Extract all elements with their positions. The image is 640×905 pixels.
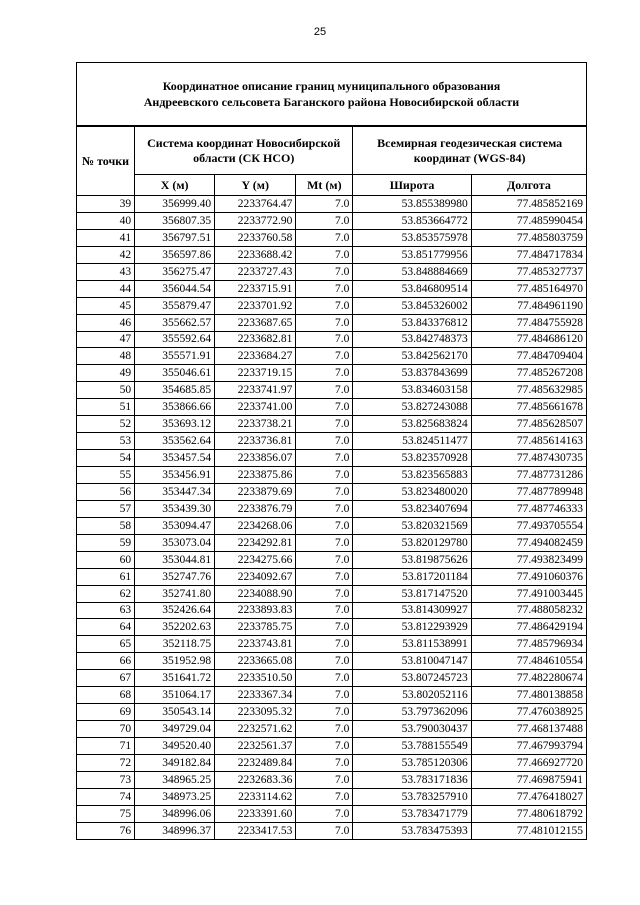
document-title: [76, 62, 587, 126]
cell-longitude: 77.485614163: [471, 433, 586, 450]
cell-x: 355592.64: [135, 331, 215, 348]
cell-x: 353447.34: [135, 483, 215, 500]
cell-latitude: 53.790030437: [353, 721, 471, 738]
cell-y: 2234088.90: [215, 585, 296, 602]
cell-mt: 7.0: [296, 212, 353, 229]
cell-point-number: 68: [77, 687, 135, 704]
cell-longitude: 77.468137488: [471, 721, 586, 738]
cell-x: 352426.64: [135, 602, 215, 619]
cell-y: 2234092.67: [215, 568, 296, 585]
cell-mt: 7.0: [296, 297, 353, 314]
cell-y: 2233367.34: [215, 687, 296, 704]
cell-longitude: 77.481012155: [471, 822, 586, 839]
cell-longitude: 77.487746333: [471, 500, 586, 517]
cell-x: 356999.40: [135, 196, 215, 213]
table-row: [77, 805, 587, 822]
cell-y: 2233760.58: [215, 229, 296, 246]
cell-x: 349729.04: [135, 721, 215, 738]
cell-x: 356797.51: [135, 229, 215, 246]
cell-latitude: 53.788155549: [353, 738, 471, 755]
cell-latitude: 53.843376812: [353, 314, 471, 331]
table-row: [77, 365, 587, 382]
cell-latitude: 53.824511477: [353, 433, 471, 450]
table-row: [77, 297, 587, 314]
cell-longitude: 77.485852169: [471, 196, 586, 213]
cell-longitude: 77.482280674: [471, 670, 586, 687]
table-row: [77, 483, 587, 500]
cell-x: 351952.98: [135, 653, 215, 670]
cell-x: 353439.30: [135, 500, 215, 517]
cell-latitude: 53.823480020: [353, 483, 471, 500]
table-body: [77, 196, 587, 840]
cell-x: 351064.17: [135, 687, 215, 704]
cell-latitude: 53.817201184: [353, 568, 471, 585]
table-row: [77, 314, 587, 331]
cell-y: 2233772.90: [215, 212, 296, 229]
cell-mt: 7.0: [296, 280, 353, 297]
cell-point-number: 49: [77, 365, 135, 382]
cell-longitude: 77.476038925: [471, 704, 586, 721]
cell-y: 2233764.47: [215, 196, 296, 213]
cell-point-number: 66: [77, 653, 135, 670]
cell-mt: 7.0: [296, 704, 353, 721]
cell-x: 352118.75: [135, 636, 215, 653]
cell-x: 353457.54: [135, 450, 215, 467]
cell-point-number: 64: [77, 619, 135, 636]
cell-x: 349182.84: [135, 754, 215, 771]
cell-x: 353094.47: [135, 517, 215, 534]
table-row: [77, 450, 587, 467]
cell-y: 2233682.81: [215, 331, 296, 348]
cell-longitude: 77.487731286: [471, 467, 586, 484]
cell-longitude: 77.486429194: [471, 619, 586, 636]
table-row: [77, 280, 587, 297]
cell-longitude: 77.476418027: [471, 788, 586, 805]
cell-point-number: 44: [77, 280, 135, 297]
cell-mt: 7.0: [296, 399, 353, 416]
cell-x: 356597.86: [135, 246, 215, 263]
table-row: [77, 568, 587, 585]
cell-x: 355046.61: [135, 365, 215, 382]
cell-mt: 7.0: [296, 450, 353, 467]
table-row: [77, 788, 587, 805]
cell-y: 2233687.65: [215, 314, 296, 331]
header-latitude: Широта: [353, 175, 471, 196]
cell-y: 2234292.81: [215, 534, 296, 551]
cell-x: 349520.40: [135, 738, 215, 755]
cell-x: 353562.64: [135, 433, 215, 450]
cell-point-number: 54: [77, 450, 135, 467]
cell-x: 356044.54: [135, 280, 215, 297]
cell-latitude: 53.834603158: [353, 382, 471, 399]
cell-y: 2233743.81: [215, 636, 296, 653]
cell-point-number: 65: [77, 636, 135, 653]
cell-longitude: 77.484717834: [471, 246, 586, 263]
cell-x: 352202.63: [135, 619, 215, 636]
cell-longitude: 77.485267208: [471, 365, 586, 382]
cell-y: 2233893.83: [215, 602, 296, 619]
cell-latitude: 53.817147520: [353, 585, 471, 602]
cell-y: 2233701.92: [215, 297, 296, 314]
table-row: [77, 636, 587, 653]
cell-point-number: 51: [77, 399, 135, 416]
cell-x: 348996.37: [135, 822, 215, 839]
cell-x: 356275.47: [135, 263, 215, 280]
cell-point-number: 75: [77, 805, 135, 822]
cell-latitude: 53.823570928: [353, 450, 471, 467]
cell-longitude: 77.484709404: [471, 348, 586, 365]
table-row: [77, 653, 587, 670]
header-longitude: Долгота: [471, 175, 586, 196]
cell-mt: 7.0: [296, 771, 353, 788]
cell-longitude: 77.467993794: [471, 738, 586, 755]
cell-latitude: 53.807245723: [353, 670, 471, 687]
table-row: [77, 196, 587, 213]
cell-y: 2233510.50: [215, 670, 296, 687]
cell-y: 2233727.43: [215, 263, 296, 280]
cell-point-number: 55: [77, 467, 135, 484]
cell-longitude: 77.485803759: [471, 229, 586, 246]
cell-latitude: 53.812293929: [353, 619, 471, 636]
cell-mt: 7.0: [296, 365, 353, 382]
cell-longitude: 77.494082459: [471, 534, 586, 551]
cell-mt: 7.0: [296, 348, 353, 365]
cell-longitude: 77.485661678: [471, 399, 586, 416]
cell-latitude: 53.842748373: [353, 331, 471, 348]
cell-longitude: 77.485990454: [471, 212, 586, 229]
cell-point-number: 42: [77, 246, 135, 263]
cell-longitude: 77.485632985: [471, 382, 586, 399]
table-row: [77, 738, 587, 755]
cell-latitude: 53.783171836: [353, 771, 471, 788]
cell-mt: 7.0: [296, 331, 353, 348]
cell-point-number: 67: [77, 670, 135, 687]
cell-latitude: 53.783257910: [353, 788, 471, 805]
header-x: X (м): [135, 175, 215, 196]
table-row: [77, 500, 587, 517]
cell-mt: 7.0: [296, 433, 353, 450]
cell-y: 2233785.75: [215, 619, 296, 636]
cell-latitude: 53.837843699: [353, 365, 471, 382]
table-row: [77, 704, 587, 721]
cell-x: 348965.25: [135, 771, 215, 788]
cell-mt: 7.0: [296, 382, 353, 399]
cell-mt: 7.0: [296, 416, 353, 433]
cell-y: 2233719.15: [215, 365, 296, 382]
cell-y: 2233741.00: [215, 399, 296, 416]
cell-longitude: 77.484686120: [471, 331, 586, 348]
cell-point-number: 74: [77, 788, 135, 805]
cell-point-number: 72: [77, 754, 135, 771]
cell-mt: 7.0: [296, 263, 353, 280]
cell-latitude: 53.825683824: [353, 416, 471, 433]
cell-mt: 7.0: [296, 653, 353, 670]
cell-point-number: 71: [77, 738, 135, 755]
cell-latitude: 53.855389980: [353, 196, 471, 213]
cell-x: 355879.47: [135, 297, 215, 314]
cell-y: 2233875.86: [215, 467, 296, 484]
cell-latitude: 53.853575978: [353, 229, 471, 246]
table-row: [77, 534, 587, 551]
cell-latitude: 53.783475393: [353, 822, 471, 839]
table-row: [77, 602, 587, 619]
table-row: [77, 619, 587, 636]
cell-y: 2233876.79: [215, 500, 296, 517]
cell-latitude: 53.819875626: [353, 551, 471, 568]
table-row: [77, 585, 587, 602]
cell-x: 351641.72: [135, 670, 215, 687]
cell-point-number: 57: [77, 500, 135, 517]
cell-x: 353693.12: [135, 416, 215, 433]
cell-mt: 7.0: [296, 467, 353, 484]
table-row: [77, 467, 587, 484]
cell-latitude: 53.845326002: [353, 297, 471, 314]
cell-point-number: 46: [77, 314, 135, 331]
cell-longitude: 77.485796934: [471, 636, 586, 653]
cell-mt: 7.0: [296, 500, 353, 517]
title-line-2: Андреевского сельсовета Баганского района Новосибирской области: [143, 95, 520, 109]
cell-point-number: 59: [77, 534, 135, 551]
table-row: [77, 771, 587, 788]
cell-longitude: 77.493823499: [471, 551, 586, 568]
cell-point-number: 60: [77, 551, 135, 568]
cell-longitude: 77.485164970: [471, 280, 586, 297]
table-row: [77, 721, 587, 738]
cell-longitude: 77.466927720: [471, 754, 586, 771]
cell-y: 2233684.27: [215, 348, 296, 365]
table-row: [77, 348, 587, 365]
cell-x: 353456.91: [135, 467, 215, 484]
cell-latitude: 53.783471779: [353, 805, 471, 822]
table-row: [77, 399, 587, 416]
cell-mt: 7.0: [296, 483, 353, 500]
cell-longitude: 77.491060376: [471, 568, 586, 585]
cell-mt: 7.0: [296, 738, 353, 755]
cell-longitude: 77.484755928: [471, 314, 586, 331]
cell-longitude: 77.484961190: [471, 297, 586, 314]
cell-mt: 7.0: [296, 196, 353, 213]
cell-point-number: 48: [77, 348, 135, 365]
cell-x: 348996.06: [135, 805, 215, 822]
table-row: [77, 433, 587, 450]
cell-latitude: 53.810047147: [353, 653, 471, 670]
header-mt: Mt (м): [296, 175, 353, 196]
cell-x: 352747.76: [135, 568, 215, 585]
table-row: [77, 687, 587, 704]
cell-point-number: 69: [77, 704, 135, 721]
cell-latitude: 53.853664772: [353, 212, 471, 229]
cell-latitude: 53.842562170: [353, 348, 471, 365]
cell-point-number: 40: [77, 212, 135, 229]
cell-mt: 7.0: [296, 534, 353, 551]
cell-point-number: 39: [77, 196, 135, 213]
table-row: [77, 517, 587, 534]
cell-longitude: 77.484610554: [471, 653, 586, 670]
cell-point-number: 56: [77, 483, 135, 500]
cell-mt: 7.0: [296, 246, 353, 263]
cell-point-number: 61: [77, 568, 135, 585]
cell-longitude: 77.488058232: [471, 602, 586, 619]
cell-point-number: 70: [77, 721, 135, 738]
cell-y: 2234275.66: [215, 551, 296, 568]
table-row: [77, 670, 587, 687]
table-row: [77, 754, 587, 771]
cell-point-number: 73: [77, 771, 135, 788]
cell-latitude: 53.820129780: [353, 534, 471, 551]
cell-longitude: 77.487789948: [471, 483, 586, 500]
cell-y: 2234268.06: [215, 517, 296, 534]
cell-latitude: 53.823407694: [353, 500, 471, 517]
header-system-wgs84: Всемирная геодезическая система координат (WGS-84): [353, 127, 587, 175]
cell-x: 348973.25: [135, 788, 215, 805]
cell-y: 2232489.84: [215, 754, 296, 771]
cell-y: 2232571.62: [215, 721, 296, 738]
cell-mt: 7.0: [296, 517, 353, 534]
cell-latitude: 53.846809514: [353, 280, 471, 297]
table-row: [77, 212, 587, 229]
cell-y: 2233665.08: [215, 653, 296, 670]
cell-point-number: 41: [77, 229, 135, 246]
cell-y: 2232683.36: [215, 771, 296, 788]
cell-x: 350543.14: [135, 704, 215, 721]
coordinates-table: [76, 126, 587, 840]
cell-latitude: 53.848884669: [353, 263, 471, 280]
cell-point-number: 62: [77, 585, 135, 602]
cell-y: 2233715.91: [215, 280, 296, 297]
cell-x: 353866.66: [135, 399, 215, 416]
cell-mt: 7.0: [296, 788, 353, 805]
table-row: [77, 551, 587, 568]
cell-point-number: 76: [77, 822, 135, 839]
table-row: [77, 822, 587, 839]
cell-point-number: 43: [77, 263, 135, 280]
cell-mt: 7.0: [296, 670, 353, 687]
table-row: [77, 246, 587, 263]
cell-latitude: 53.820321569: [353, 517, 471, 534]
table-row: [77, 263, 587, 280]
cell-point-number: 47: [77, 331, 135, 348]
cell-point-number: 50: [77, 382, 135, 399]
cell-latitude: 53.814309927: [353, 602, 471, 619]
cell-longitude: 77.491003445: [471, 585, 586, 602]
cell-y: 2233095.32: [215, 704, 296, 721]
cell-y: 2233417.53: [215, 822, 296, 839]
cell-latitude: 53.811538991: [353, 636, 471, 653]
cell-mt: 7.0: [296, 551, 353, 568]
cell-y: 2233114.62: [215, 788, 296, 805]
cell-mt: 7.0: [296, 754, 353, 771]
cell-x: 354685.85: [135, 382, 215, 399]
cell-latitude: 53.797362096: [353, 704, 471, 721]
cell-latitude: 53.827243088: [353, 399, 471, 416]
title-line-1: Координатное описание границ муниципального образования: [162, 79, 501, 93]
table-row: [77, 382, 587, 399]
cell-mt: 7.0: [296, 721, 353, 738]
cell-longitude: 77.480138858: [471, 687, 586, 704]
cell-longitude: 77.469875941: [471, 771, 586, 788]
cell-y: 2233879.69: [215, 483, 296, 500]
cell-x: 355662.57: [135, 314, 215, 331]
cell-mt: 7.0: [296, 585, 353, 602]
cell-mt: 7.0: [296, 619, 353, 636]
cell-point-number: 63: [77, 602, 135, 619]
cell-mt: 7.0: [296, 314, 353, 331]
cell-x: 353073.04: [135, 534, 215, 551]
cell-mt: 7.0: [296, 687, 353, 704]
table-row: [77, 229, 587, 246]
header-y: Y (м): [215, 175, 296, 196]
cell-mt: 7.0: [296, 602, 353, 619]
cell-point-number: 58: [77, 517, 135, 534]
cell-latitude: 53.785120306: [353, 754, 471, 771]
table-row: [77, 331, 587, 348]
header-point-number: № точки: [77, 127, 135, 196]
cell-longitude: 77.480618792: [471, 805, 586, 822]
table-row: [77, 416, 587, 433]
header-system-local: Система координат Новосибирской области (СК НСО): [135, 127, 353, 175]
cell-y: 2233391.60: [215, 805, 296, 822]
cell-latitude: 53.802052116: [353, 687, 471, 704]
cell-mt: 7.0: [296, 822, 353, 839]
cell-y: 2233688.42: [215, 246, 296, 263]
cell-point-number: 52: [77, 416, 135, 433]
cell-point-number: 53: [77, 433, 135, 450]
cell-y: 2233741.97: [215, 382, 296, 399]
cell-latitude: 53.823565883: [353, 467, 471, 484]
cell-y: 2233736.81: [215, 433, 296, 450]
cell-mt: 7.0: [296, 568, 353, 585]
cell-y: 2232561.37: [215, 738, 296, 755]
cell-longitude: 77.485628507: [471, 416, 586, 433]
cell-y: 2233738.21: [215, 416, 296, 433]
cell-longitude: 77.493705554: [471, 517, 586, 534]
cell-longitude: 77.487430735: [471, 450, 586, 467]
cell-x: 353044.81: [135, 551, 215, 568]
cell-x: 352741.80: [135, 585, 215, 602]
cell-x: 355571.91: [135, 348, 215, 365]
cell-point-number: 45: [77, 297, 135, 314]
cell-mt: 7.0: [296, 229, 353, 246]
cell-longitude: 77.485327737: [471, 263, 586, 280]
cell-mt: 7.0: [296, 636, 353, 653]
cell-latitude: 53.851779956: [353, 246, 471, 263]
cell-mt: 7.0: [296, 805, 353, 822]
cell-x: 356807.35: [135, 212, 215, 229]
cell-y: 2233856.07: [215, 450, 296, 467]
page-number: 25: [313, 26, 327, 38]
